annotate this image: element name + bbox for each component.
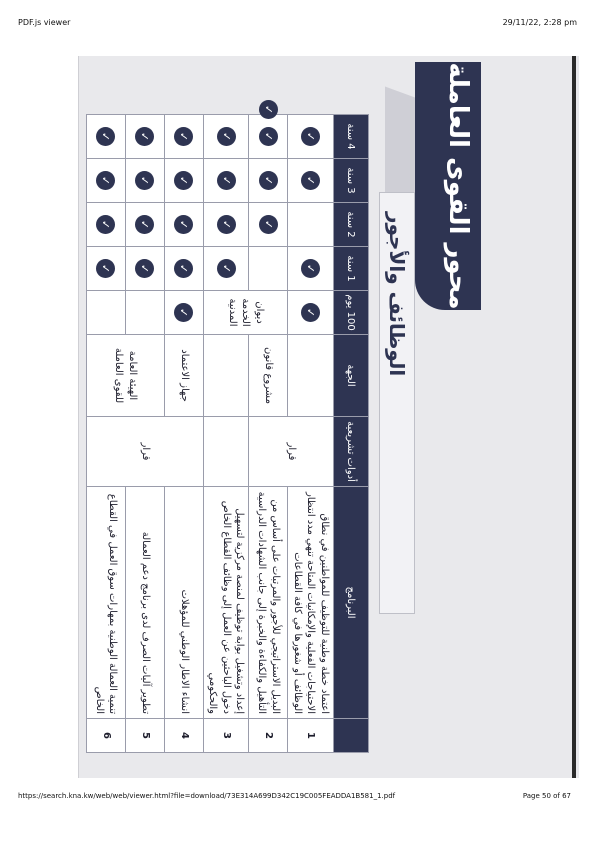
- check-icon: ✓: [175, 215, 194, 234]
- tools-cell: قرار: [87, 417, 204, 487]
- check-icon: ✓: [97, 127, 116, 146]
- table-header-row: [334, 115, 369, 753]
- check-icon: ✓: [136, 171, 155, 190]
- timeline-cell: [204, 247, 250, 291]
- tools-cell: [204, 417, 250, 487]
- check-icon: ✓: [301, 303, 320, 322]
- row-number: 2: [249, 719, 288, 753]
- check-icon: ✓: [97, 259, 116, 278]
- timeline-cell: [87, 203, 126, 247]
- timeline-cell: [165, 115, 204, 159]
- row-number: 4: [165, 719, 204, 753]
- program-cell: انشاء الاطار الوطني للمؤهلات: [165, 487, 204, 719]
- check-icon: ✓: [301, 259, 320, 278]
- timeline-cell: [126, 291, 165, 335]
- check-icon: ✓: [259, 127, 278, 146]
- header-program: البرنامج: [334, 487, 369, 719]
- timeline-cell: [249, 247, 288, 291]
- check-icon: ✓: [175, 127, 194, 146]
- header-tools: أدوات تشريعية: [334, 417, 369, 487]
- rotated-slide: [87, 62, 487, 762]
- page-indicator: Page 50 of 67: [522, 792, 571, 800]
- row-number: 6: [87, 719, 126, 753]
- program-table: [86, 104, 369, 753]
- timeline-cell: [165, 159, 204, 203]
- tools-cell: مشروع قانون: [249, 335, 288, 417]
- check-icon: ✓: [97, 171, 116, 190]
- slide-title-strip: [375, 62, 487, 762]
- entity-cell: ديوان الخدمة المدنية: [204, 291, 289, 335]
- header-entity: الجهة: [334, 335, 369, 417]
- check-icon: ✓: [175, 259, 194, 278]
- check-icon: ✓: [217, 171, 236, 190]
- check-icon: ✓: [175, 171, 194, 190]
- timeline-cell: [87, 115, 126, 159]
- timeline-cell: [126, 159, 165, 203]
- check-icon: ✓: [136, 215, 155, 234]
- timeline-cell: [288, 203, 334, 247]
- print-datetime: 29/11/22, 2:28 pm: [502, 18, 577, 27]
- header-1-year: 1 سنة: [334, 247, 369, 291]
- program-cell: البديل الاستراتيجي للأجور والمرتبات على أساس من التأهيل والكفاءة والخبرة إلى جانب الشهادات الدراسية: [249, 487, 288, 719]
- header-100-days: 100 يوم: [334, 291, 369, 335]
- browser-app-title: PDF.js viewer: [18, 18, 71, 27]
- timeline-cell: [126, 247, 165, 291]
- tools-cell: قرار: [249, 417, 334, 487]
- timeline-cell: [204, 159, 250, 203]
- header-3-years: 3 سنة: [334, 159, 369, 203]
- row-number: 3: [204, 719, 250, 753]
- timeline-cell: [204, 203, 250, 247]
- program-cell: إعداد وتشغيل بوابة توظيف لمنصة مركزية لتسهيل دخول الباحثين عن العمل إلى وظائف القطاع الخاص والحكومي: [204, 487, 250, 719]
- check-icon: ✓: [97, 215, 116, 234]
- header-num: [334, 719, 369, 753]
- check-icon: ✓: [217, 127, 236, 146]
- check-icon: ✓: [136, 259, 155, 278]
- program-cell: تطوير آليات الصرف لدى برنامج دعم العمالة: [126, 487, 165, 719]
- timeline-cell: [249, 203, 288, 247]
- check-icon: ✓: [259, 171, 278, 190]
- entity-cell: [288, 335, 334, 417]
- timeline-cell: [288, 247, 334, 291]
- check-icon: ✓: [136, 127, 155, 146]
- timeline-cell: [249, 159, 288, 203]
- table-row: [204, 115, 250, 753]
- timeline-cell: [165, 203, 204, 247]
- scan-edge: [572, 56, 576, 778]
- check-icon: ✓: [259, 100, 278, 119]
- timeline-cell: [204, 115, 250, 159]
- timeline-cell: [249, 115, 288, 159]
- timeline-cell: [87, 247, 126, 291]
- table-row: [165, 115, 204, 753]
- entity-cell: جهاز الاعتماد: [165, 335, 204, 417]
- slide-subtitle: الوظائف والأجور: [385, 212, 409, 377]
- timeline-cell: [288, 291, 334, 335]
- check-icon: ✓: [301, 171, 320, 190]
- timeline-cell: [165, 247, 204, 291]
- timeline-cell: [165, 291, 204, 335]
- header-4-years: 4 سنة: [334, 115, 369, 159]
- page-url: https://search.kna.kw/web/web/viewer.html?file=download/73E314A699D342C19C005FEADDA1B581_1.pdf: [18, 792, 396, 800]
- check-icon: ✓: [259, 215, 278, 234]
- timeline-cell: [87, 159, 126, 203]
- timeline-cell: [87, 291, 126, 335]
- entity-cell: الهيئة العامة للقوى العاملة: [87, 335, 165, 417]
- check-icon: ✓: [217, 215, 236, 234]
- timeline-cell: [204, 335, 250, 417]
- slide-title: محور القوى العاملة: [443, 62, 473, 310]
- timeline-cell: [288, 115, 334, 159]
- program-cell: اعتماد خطة وطنية للتوظيف للمواطنين في نطاق الاحتياجات الفعلية والإمكانيات المتاحة تنهي مدد انتظار الوظائف أو شغورها في كافة القطاعات: [288, 487, 334, 719]
- program-cell: تنمية العمالة الوطنية بمهارات سوق العمل في القطاع الخاص: [87, 487, 126, 719]
- check-icon: ✓: [217, 259, 236, 278]
- header-2-years: 2 سنة: [334, 203, 369, 247]
- timeline-cell: [126, 203, 165, 247]
- check-icon: ✓: [175, 303, 194, 322]
- timeline-cell: [288, 159, 334, 203]
- timeline-cell: [126, 115, 165, 159]
- table-row: [288, 115, 334, 753]
- check-icon: ✓: [301, 127, 320, 146]
- row-number: 1: [288, 719, 334, 753]
- row-number: 5: [126, 719, 165, 753]
